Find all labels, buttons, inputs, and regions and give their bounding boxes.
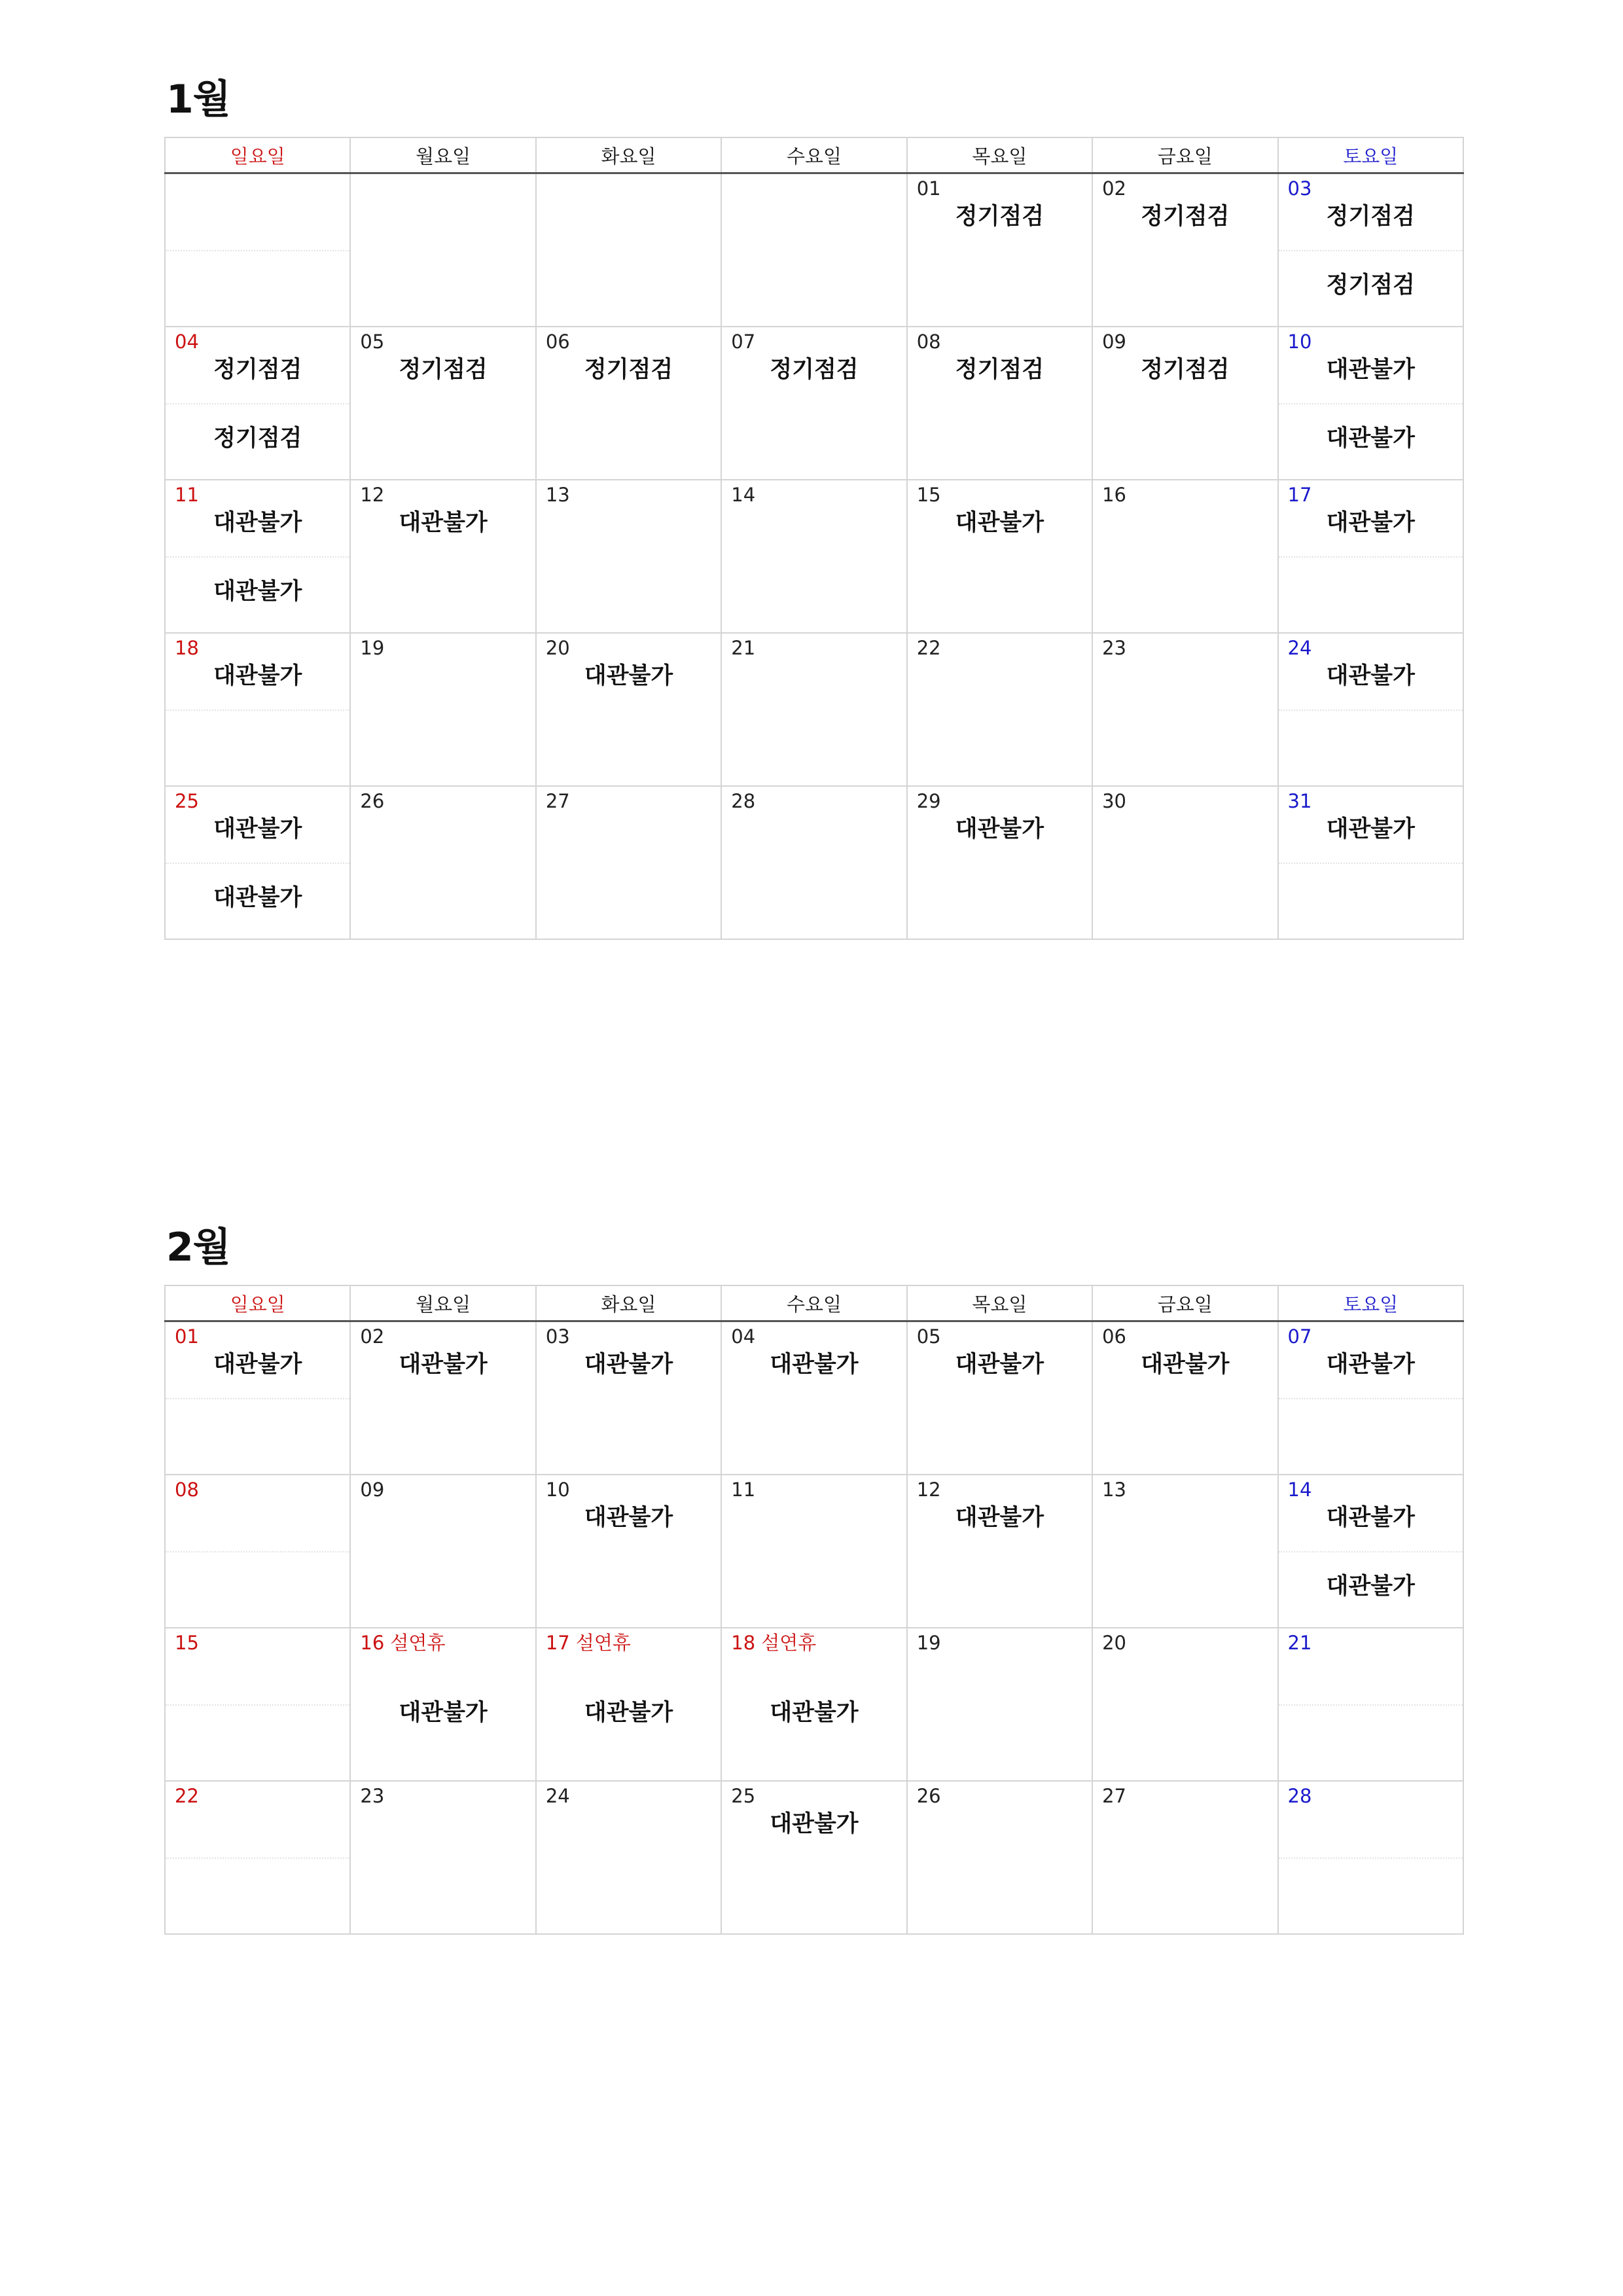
day-cell[interactable] [907, 173, 1092, 327]
day-cell-content [1093, 634, 1277, 785]
event-label: 대관불가 [1326, 816, 1415, 842]
day-cell-content [1279, 327, 1463, 479]
day-cell-content [722, 174, 906, 326]
day-cell[interactable] [721, 480, 906, 633]
day-cell[interactable] [907, 480, 1092, 633]
day-cell[interactable] [907, 1321, 1092, 1475]
month-title: 1월 [166, 77, 230, 122]
day-cell[interactable] [1278, 1781, 1463, 1934]
weekday-header-wednesday: 수요일 [721, 137, 906, 173]
day-cell-content [537, 787, 721, 939]
day-cell-content [351, 787, 535, 939]
event-label: 정기점검 [1326, 204, 1415, 230]
event-label: 대관불가 [213, 1352, 302, 1378]
day-number: 10 [545, 1479, 570, 1501]
day-cell-content [722, 1322, 906, 1474]
day-cell[interactable] [1278, 1321, 1463, 1475]
day-number: 02 [1102, 177, 1127, 200]
day-number: 01 [916, 177, 941, 200]
weekday-header-friday: 금요일 [1092, 1285, 1277, 1321]
event-label: 대관불가 [770, 1811, 859, 1837]
day-cell-content [908, 1628, 1092, 1780]
event-label: 대관불가 [1326, 1352, 1415, 1378]
day-cell-content [537, 1322, 721, 1474]
holiday-label: 설연휴 [761, 1632, 817, 1654]
day-cell-content [537, 634, 721, 785]
day-number: 23 [360, 1785, 385, 1807]
event-label: 대관불가 [1326, 1505, 1415, 1531]
day-number: 19 [360, 637, 385, 659]
day-cell-content [351, 1475, 535, 1627]
day-cell[interactable] [350, 327, 535, 480]
day-cell-content [722, 1475, 906, 1627]
cell-divider [166, 1857, 349, 1859]
day-cell[interactable] [1092, 1321, 1277, 1475]
day-cell[interactable] [907, 1781, 1092, 1934]
event-label: 대관불가 [955, 1352, 1044, 1378]
day-number: 20 [1102, 1632, 1127, 1654]
day-cell-content [351, 1628, 535, 1780]
day-number: 24 [1287, 637, 1312, 659]
day-cell[interactable] [907, 1475, 1092, 1628]
day-number: 09 [360, 1479, 385, 1501]
event-label: 대관불가 [399, 1352, 488, 1378]
day-number: 03 [1287, 177, 1312, 200]
day-number: 19 [916, 1632, 941, 1654]
cell-divider [166, 1704, 349, 1706]
day-cell[interactable] [536, 1781, 721, 1934]
event-label: 정기점검 [213, 425, 302, 452]
day-number: 01 [175, 1325, 199, 1348]
day-cell-content [1279, 1782, 1463, 1933]
day-cell-content [537, 1628, 721, 1780]
day-cell[interactable] [350, 1475, 535, 1628]
week-row [165, 633, 1463, 786]
day-cell[interactable] [907, 786, 1092, 939]
day-cell-content [1279, 1628, 1463, 1780]
day-cell[interactable] [721, 1475, 906, 1628]
weekday-header-thursday: 목요일 [907, 1285, 1092, 1321]
day-cell[interactable] [350, 786, 535, 939]
cell-divider [166, 1551, 349, 1552]
day-cell[interactable] [1278, 1475, 1463, 1628]
day-number: 07 [1287, 1325, 1312, 1348]
day-cell-content [351, 1322, 535, 1474]
day-cell[interactable] [721, 786, 906, 939]
day-cell-content [351, 327, 535, 479]
day-cell-content [908, 480, 1092, 632]
event-label: 정기점검 [399, 357, 488, 383]
day-cell[interactable] [165, 786, 350, 939]
day-cell-content [351, 480, 535, 632]
week-row [165, 480, 1463, 633]
weekday-header-row [165, 1285, 1463, 1321]
day-cell[interactable] [350, 1321, 535, 1475]
day-cell-content [166, 480, 349, 632]
calendar-grid [164, 137, 1464, 940]
day-cell[interactable] [536, 480, 721, 633]
day-number: 23 [1102, 637, 1127, 659]
cell-divider [166, 863, 349, 864]
day-cell[interactable] [1278, 480, 1463, 633]
day-cell-content [1093, 327, 1277, 479]
day-number: 04 [731, 1325, 756, 1348]
week-row [165, 786, 1463, 939]
day-number: 05 [360, 331, 385, 353]
day-number: 03 [545, 1325, 570, 1348]
day-cell-content [908, 634, 1092, 785]
event-label: 정기점검 [770, 357, 859, 383]
day-cell-content [908, 327, 1092, 479]
event-label: 정기점검 [955, 204, 1044, 230]
day-cell-content [908, 787, 1092, 939]
event-label: 대관불가 [955, 1505, 1044, 1531]
day-number: 05 [916, 1325, 941, 1348]
day-cell[interactable] [721, 327, 906, 480]
day-number: 26 [360, 790, 385, 812]
day-cell-content [1093, 480, 1277, 632]
day-cell[interactable] [350, 480, 535, 633]
day-number: 13 [545, 484, 570, 506]
day-number: 12 [916, 1479, 941, 1501]
day-cell-content [722, 480, 906, 632]
day-cell[interactable] [165, 1321, 350, 1475]
event-label: 대관불가 [770, 1352, 859, 1378]
day-number: 16 [360, 1632, 385, 1654]
day-cell[interactable] [721, 1321, 906, 1475]
day-cell-content [1279, 787, 1463, 939]
day-number: 08 [175, 1479, 199, 1501]
calendar-grid [164, 1285, 1464, 1935]
day-number: 11 [175, 484, 199, 506]
day-number: 07 [731, 331, 756, 353]
day-cell[interactable] [165, 1628, 350, 1781]
weekday-header-saturday: 토요일 [1278, 1285, 1463, 1321]
day-cell-content [1093, 1782, 1277, 1933]
day-cell-content [908, 1782, 1092, 1933]
day-number: 16 [1102, 484, 1127, 506]
day-cell-content [166, 327, 349, 479]
event-label: 정기점검 [1326, 272, 1415, 298]
event-label: 대관불가 [1326, 663, 1415, 689]
cell-divider [166, 250, 349, 251]
day-number: 06 [1102, 1325, 1127, 1348]
day-cell-content [722, 327, 906, 479]
weekday-header-sunday: 일요일 [165, 137, 350, 173]
day-cell-content [537, 327, 721, 479]
event-label: 대관불가 [213, 663, 302, 689]
event-label: 정기점검 [584, 357, 673, 383]
day-number: 11 [731, 1479, 756, 1501]
day-cell[interactable] [1092, 786, 1277, 939]
cell-divider [1279, 1398, 1463, 1399]
day-cell[interactable] [907, 327, 1092, 480]
event-label: 대관불가 [213, 510, 302, 536]
day-cell-content [351, 1782, 535, 1933]
day-cell[interactable] [1278, 173, 1463, 327]
event-label: 대관불가 [1326, 425, 1415, 452]
day-cell-content [722, 1628, 906, 1780]
cell-divider [1279, 556, 1463, 558]
cell-divider [166, 1398, 349, 1399]
event-label: 대관불가 [584, 663, 673, 689]
day-cell-content [537, 1475, 721, 1627]
day-cell-content [166, 1475, 349, 1627]
day-number: 15 [175, 1632, 199, 1654]
day-cell[interactable] [165, 327, 350, 480]
day-cell-content [537, 480, 721, 632]
day-cell[interactable] [165, 1781, 350, 1934]
day-number: 28 [1287, 1785, 1312, 1807]
day-cell-content [1093, 1628, 1277, 1780]
day-number: 22 [916, 637, 941, 659]
day-cell-content [166, 1628, 349, 1780]
event-label: 대관불가 [1326, 1573, 1415, 1600]
day-cell[interactable] [165, 480, 350, 633]
day-cell-content [1279, 480, 1463, 632]
day-cell[interactable] [536, 1628, 721, 1781]
day-cell-content [537, 174, 721, 326]
day-cell-content [908, 1475, 1092, 1627]
day-cell[interactable] [536, 1475, 721, 1628]
day-number: 28 [731, 790, 756, 812]
cell-divider [1279, 403, 1463, 404]
weekday-header-friday: 금요일 [1092, 137, 1277, 173]
day-cell-content [1279, 174, 1463, 326]
day-cell[interactable] [536, 786, 721, 939]
day-number: 14 [1287, 1479, 1312, 1501]
day-cell-content [1093, 787, 1277, 939]
day-cell[interactable] [165, 173, 350, 327]
cell-divider [1279, 863, 1463, 864]
day-cell-content [166, 1782, 349, 1933]
event-label: 대관불가 [213, 816, 302, 842]
day-number: 24 [545, 1785, 570, 1807]
event-label: 대관불가 [584, 1352, 673, 1378]
day-cell[interactable] [907, 633, 1092, 786]
holiday-label: 설연휴 [575, 1632, 631, 1654]
day-number: 31 [1287, 790, 1312, 812]
day-cell-content [1279, 1322, 1463, 1474]
week-row [165, 173, 1463, 327]
day-cell[interactable] [907, 1628, 1092, 1781]
day-number: 25 [175, 790, 199, 812]
day-cell[interactable] [721, 633, 906, 786]
day-number: 21 [1287, 1632, 1312, 1654]
cell-divider [1279, 250, 1463, 251]
cell-divider [166, 556, 349, 558]
day-cell[interactable] [536, 1321, 721, 1475]
day-cell[interactable] [536, 327, 721, 480]
event-label: 대관불가 [955, 510, 1044, 536]
day-number: 21 [731, 637, 756, 659]
day-cell[interactable] [536, 633, 721, 786]
day-cell-content [722, 787, 906, 939]
day-cell[interactable] [1092, 327, 1277, 480]
cell-divider [1279, 1551, 1463, 1552]
day-cell-content [1279, 634, 1463, 785]
day-cell[interactable] [1092, 633, 1277, 786]
day-number: 22 [175, 1785, 199, 1807]
day-number: 29 [916, 790, 941, 812]
day-cell-content [1093, 1322, 1277, 1474]
day-cell[interactable] [721, 1781, 906, 1934]
day-cell[interactable] [350, 1781, 535, 1934]
event-label: 대관불가 [584, 1505, 673, 1531]
day-cell[interactable] [350, 633, 535, 786]
event-label: 대관불가 [770, 1700, 859, 1726]
weekday-header-sunday: 일요일 [165, 1285, 350, 1321]
day-cell[interactable] [721, 1628, 906, 1781]
day-cell[interactable] [1092, 480, 1277, 633]
day-number: 20 [545, 637, 570, 659]
day-number: 02 [360, 1325, 385, 1348]
event-label: 대관불가 [399, 510, 488, 536]
cell-divider [1279, 1704, 1463, 1706]
event-label: 정기점검 [213, 357, 302, 383]
day-number: 14 [731, 484, 756, 506]
day-cell[interactable] [350, 1628, 535, 1781]
day-cell[interactable] [1092, 1628, 1277, 1781]
day-cell[interactable] [1092, 1475, 1277, 1628]
day-number: 25 [731, 1785, 756, 1807]
day-number: 09 [1102, 331, 1127, 353]
week-row [165, 1321, 1463, 1475]
day-number: 27 [1102, 1785, 1127, 1807]
day-cell[interactable] [1278, 327, 1463, 480]
weekday-header-monday: 월요일 [350, 137, 535, 173]
day-cell-content [166, 174, 349, 326]
holiday-label: 설연휴 [390, 1632, 446, 1654]
week-row [165, 1628, 1463, 1781]
event-label: 대관불가 [399, 1700, 488, 1726]
week-row [165, 327, 1463, 480]
day-number: 17 [545, 1632, 570, 1654]
day-number: 18 [175, 637, 199, 659]
day-number: 10 [1287, 331, 1312, 353]
day-cell-content [1093, 1475, 1277, 1627]
day-cell-content [166, 634, 349, 785]
event-label: 대관불가 [1326, 510, 1415, 536]
cell-divider [166, 403, 349, 404]
day-cell[interactable] [350, 173, 535, 327]
day-cell-content [351, 174, 535, 326]
cell-divider [1279, 1857, 1463, 1859]
event-label: 정기점검 [955, 357, 1044, 383]
event-label: 대관불가 [1326, 357, 1415, 383]
day-number: 30 [1102, 790, 1127, 812]
day-cell-content [908, 174, 1092, 326]
day-cell[interactable] [165, 1475, 350, 1628]
day-number: 06 [545, 331, 570, 353]
day-cell-content [722, 634, 906, 785]
day-cell[interactable] [536, 173, 721, 327]
day-cell[interactable] [165, 633, 350, 786]
day-number: 26 [916, 1785, 941, 1807]
day-number: 04 [175, 331, 199, 353]
day-cell[interactable] [1278, 786, 1463, 939]
day-cell-content [537, 1782, 721, 1933]
day-cell[interactable] [1278, 1628, 1463, 1781]
day-number: 08 [916, 331, 941, 353]
cell-divider [166, 709, 349, 711]
day-number: 15 [916, 484, 941, 506]
event-label: 대관불가 [213, 885, 302, 911]
event-label: 정기점검 [1141, 357, 1230, 383]
weekday-header-saturday: 토요일 [1278, 137, 1463, 173]
weekday-header-monday: 월요일 [350, 1285, 535, 1321]
month-title: 2월 [166, 1225, 230, 1270]
weekday-header-thursday: 목요일 [907, 137, 1092, 173]
weekday-header-tuesday: 화요일 [536, 1285, 721, 1321]
day-number: 18 [731, 1632, 756, 1654]
event-label: 대관불가 [584, 1700, 673, 1726]
event-label: 대관불가 [213, 579, 302, 605]
day-cell[interactable] [1278, 633, 1463, 786]
day-cell[interactable] [1092, 173, 1277, 327]
cell-divider [1279, 709, 1463, 711]
day-cell-content [166, 787, 349, 939]
weekday-header-tuesday: 화요일 [536, 137, 721, 173]
day-cell-content [351, 634, 535, 785]
day-cell[interactable] [721, 173, 906, 327]
day-cell-content [1279, 1475, 1463, 1627]
day-cell-content [908, 1322, 1092, 1474]
event-label: 대관불가 [1141, 1352, 1230, 1378]
week-row [165, 1781, 1463, 1934]
day-cell-content [1093, 174, 1277, 326]
event-label: 대관불가 [955, 816, 1044, 842]
day-number: 27 [545, 790, 570, 812]
day-number: 12 [360, 484, 385, 506]
day-cell-content [722, 1782, 906, 1933]
weekday-header-row [165, 137, 1463, 173]
event-label: 정기점검 [1141, 204, 1230, 230]
day-number: 13 [1102, 1479, 1127, 1501]
week-row [165, 1475, 1463, 1628]
day-cell-content [166, 1322, 349, 1474]
day-number: 17 [1287, 484, 1312, 506]
weekday-header-wednesday: 수요일 [721, 1285, 906, 1321]
day-cell[interactable] [1092, 1781, 1277, 1934]
